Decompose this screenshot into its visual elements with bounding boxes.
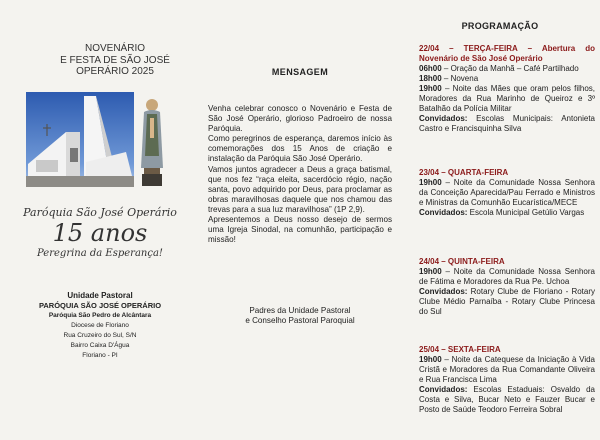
cover-panel — [0, 0, 200, 440]
parish-address-block — [10, 291, 190, 361]
guests-line: Convidados: Escolas Municipais: Antonieta Castro e Francisquinha Silva — [419, 114, 595, 133]
day-title: – Abertura do Novenário de São José Operário — [419, 44, 595, 63]
address-line: Bairro Caixa D'Água — [70, 342, 130, 349]
address-line: Diocese de Floriano — [71, 322, 129, 329]
parish-script-logo: Paróquia São José Operário — [23, 206, 177, 219]
schedule-line: 19h00 – Noite da Catequese da Iniciação à Vida Cristã e Moradores da Rua Comandante Oliveira e Rua Francisca Lima — [419, 355, 595, 384]
day-date: 23/04 – QUARTA-FEIRA — [419, 168, 509, 177]
program-day — [419, 44, 595, 134]
program-day — [419, 345, 595, 415]
novenario-title: NOVENÁRIO E FESTA DE SÃO JOSÉ OPERÁRIO 2025 — [60, 43, 170, 77]
anniversary-15-anos: 15 anos — [52, 219, 148, 247]
guests-line: Convidados: Escola Municipal Getúlio Vargas — [419, 208, 585, 217]
message-paragraph: Vamos juntos agradecer a Deus a graça batismal, que nos fez “raça eleita, sacerdócio régio, nação santa, povo adquirido por Deus, para proclamar as obras maravilhosas daquele que nos chamou das trevas para a sua luz maravilhosa” (1P 2,9). — [208, 164, 392, 214]
message-paragraph: Apresentemos a Deus nosso desejo de sermos uma Igreja Sinodal, na comunhão, participação e missão! — [208, 215, 392, 245]
schedule-line: 19h00 – Noite da Comunidade Nossa Senhora da Conceição Aparecida/Pau Ferrado e Ministros e Ministras da Comunhão Eucarística/MECE — [419, 178, 595, 207]
day-date: 25/04 – SEXTA-FEIRA — [419, 345, 501, 354]
day-date: 22/04 – TERÇA-FEIRA — [419, 44, 518, 53]
guests-line: Convidados: Escolas Estaduais: Osvaldo da Costa e Silva, Bucar Neto e Fauzer Bucar e Posto de Saúde Teodoro Ferreira Sobral — [419, 385, 595, 414]
saint-statue-image — [136, 96, 168, 188]
unit-name: PARÓQUIA SÃO JOSÉ OPERÁRIO — [38, 301, 162, 310]
program-day — [419, 257, 595, 317]
schedule-line: 19h00 – Noite das Mães que oram pelos filhos, Moradores da Rua Marinho de Queiroz e 3º Batalhão da Polícia Militar — [419, 84, 595, 113]
sub-parish: Paróquia São Pedro de Alcântara — [48, 312, 152, 319]
church-photo — [26, 92, 134, 187]
message-paragraph: Como peregrinos de esperança, daremos início às comemorações dos 15 Anos de criação e instalação da Paróquia São José Operário. — [208, 134, 392, 164]
message-heading: MENSAGEM — [271, 67, 329, 77]
day-date: 24/04 – QUINTA-FEIRA — [419, 257, 505, 266]
message-paragraph: Venha celebrar conosco o Novenário e Festa de São José Operário, glorioso Padroeiro de nossa Paróquia. — [208, 104, 392, 134]
guests-line: Convidados: Rotary Clube de Floriano - Rotary Clube Médio Parnaíba - Rotary Clube Princesa do Sul — [419, 287, 595, 316]
schedule-line: 19h00 – Noite da Comunidade Nossa Senhora de Fátima e Moradores da Rua Pe. Uchoa — [419, 267, 595, 286]
message-signature: Padres da Unidade Pastoral e Conselho Pastoral Paroquial — [245, 306, 355, 326]
schedule-line: 06h00 – Oração da Manhã – Café Partilhado — [419, 64, 579, 73]
program-day — [419, 168, 595, 218]
peregrina-tagline: Peregrina da Esperança! — [37, 248, 163, 259]
program-panel — [400, 0, 600, 440]
message-body — [208, 104, 392, 245]
address-line: Floriano - PI — [82, 352, 118, 359]
unit-label: Unidade Pastoral — [67, 291, 133, 300]
address-line: Rua Cruzeiro do Sul, S/N — [63, 332, 137, 339]
message-panel — [200, 0, 400, 440]
schedule-line: 18h00 – Novena — [419, 74, 479, 83]
program-heading: PROGRAMAÇÃO — [461, 21, 539, 31]
